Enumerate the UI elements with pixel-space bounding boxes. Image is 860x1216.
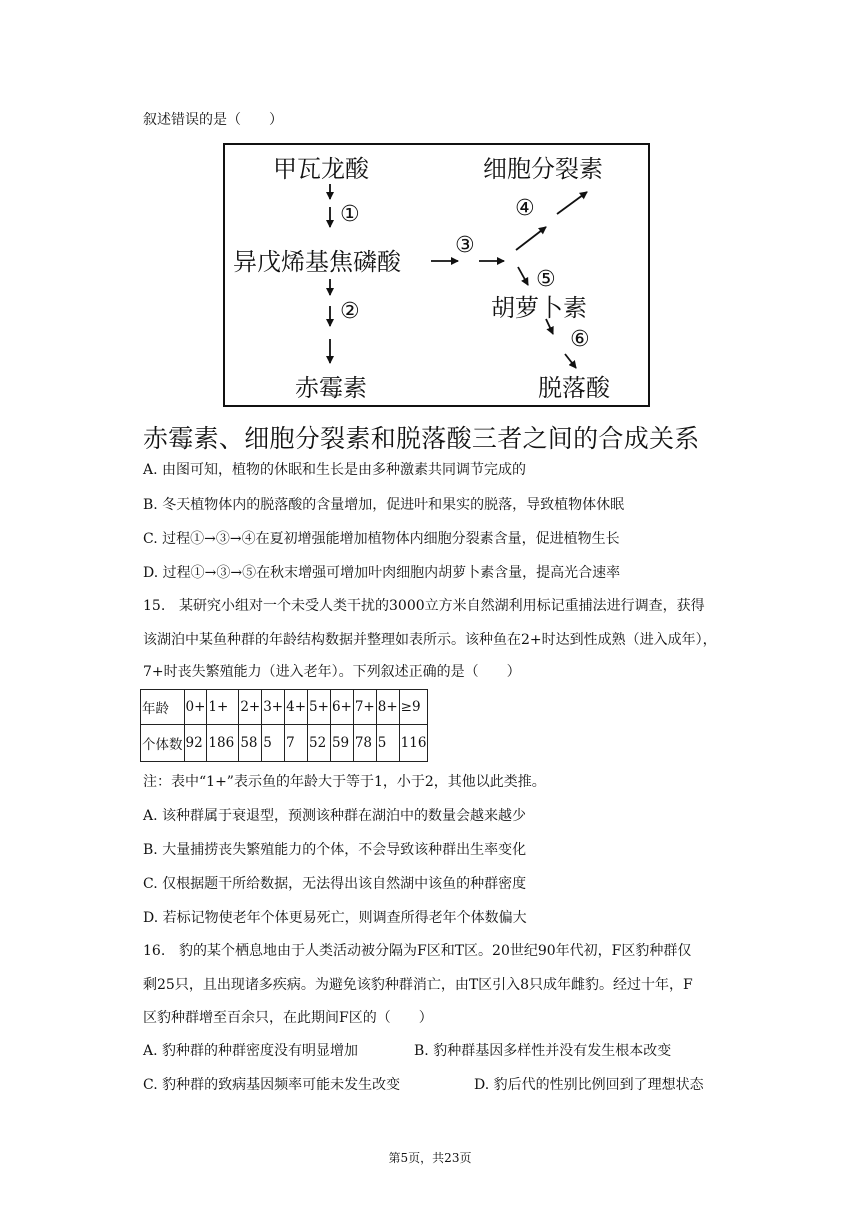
q16-option-d: D. 豹后代的性别比例回到了理想状态 <box>474 1077 704 1093</box>
table-cell: 52 <box>308 725 331 762</box>
table-cell: 6+ <box>330 690 353 725</box>
arrow-6b <box>565 354 576 368</box>
table-cell: 5 <box>262 725 285 762</box>
q15-option-a: A. 该种群属于衰退型，预测该种群在湖泊中的数量会越来越少 <box>143 808 527 824</box>
q15-option-c: C. 仅根据题干所给数据，无法得出该自然湖中该鱼的种群密度 <box>143 876 527 892</box>
q15-stem-line3: 7+时丧失繁殖能力（进入老年）。下列叙述正确的是（ ） <box>143 664 521 680</box>
page-footer: 第5页，共23页 <box>388 1151 472 1165</box>
q16-option-a: A. 豹种群的种群密度没有明显增加 <box>143 1043 359 1059</box>
node-ipp: 异戊烯基焦磷酸 <box>233 248 401 276</box>
q14-option-a: A. 由图可知，植物的休眠和生长是由多种激素共同调节完成的 <box>143 462 527 478</box>
synthesis-pathway-figure <box>223 143 650 407</box>
q15-stem-line2: 该湖泊中某鱼种群的年龄结构数据并整理如表所示。该种鱼在2+时达到性成熟（进入成年）， <box>143 632 717 648</box>
table-cell: 2+ <box>239 690 262 725</box>
q14-option-b: B. 冬天植物体内的脱落酸的含量增加，促进叶和果实的脱落，导致植物体休眠 <box>143 497 625 513</box>
arrow-4a <box>516 227 546 250</box>
arrow-4b <box>557 192 587 214</box>
question-stem-tail: 叙述错误的是（ ） <box>143 112 283 128</box>
table-cell: 5 <box>376 725 399 762</box>
table-cell: 92 <box>184 725 207 762</box>
node-carotene: 胡萝卜素 <box>491 294 587 322</box>
step-3: ③ <box>455 233 475 258</box>
table-cell: 1+ <box>207 690 239 725</box>
step-2: ② <box>340 299 360 324</box>
figure-caption: 赤霉素、细胞分裂素和脱落酸三者之间的合成关系 <box>143 424 700 453</box>
table-cell: 年龄 <box>141 690 185 725</box>
table-cell: 8+ <box>376 690 399 725</box>
q15-number: 15. <box>143 598 166 614</box>
q15-option-d: D. 若标记物使老年个体更易死亡，则调查所得老年个体数偏大 <box>143 910 527 926</box>
q16-stem-line3: 区豹种群增至百余只，在此期间F区的（ ） <box>143 1010 433 1026</box>
step-4: ④ <box>515 196 535 221</box>
table-cell: 个体数 <box>141 725 185 762</box>
q16-option-b: B. 豹种群基因多样性并没有发生根本改变 <box>414 1043 672 1059</box>
table-row-count <box>141 725 428 762</box>
node-cytokinin: 细胞分裂素 <box>483 155 603 183</box>
q16-number: 16. <box>143 943 166 959</box>
table-cell: 59 <box>330 725 353 762</box>
table-cell: ≥9 <box>399 690 428 725</box>
step-6: ⑥ <box>570 327 590 352</box>
table-cell: 3+ <box>262 690 285 725</box>
table-cell: 4+ <box>285 690 308 725</box>
q16-stem-line1 <box>143 941 691 961</box>
table-cell: 116 <box>399 725 428 762</box>
q16-option-c: C. 豹种群的致病基因频率可能未发生改变 <box>143 1077 401 1093</box>
age-structure-table <box>140 689 428 762</box>
q14-option-c: C. 过程①→③→④在夏初增强能增加植物体内细胞分裂素含量，促进植物生长 <box>143 531 620 547</box>
q16-stem-line2: 剩25只，且出现诸多疾病。为避免该豹种群消亡，由T区引入8只成年雌豹。经过十年，F <box>143 977 693 993</box>
table-cell: 58 <box>239 725 262 762</box>
step-1: ① <box>340 202 360 227</box>
q15-stem-text1: 某研究小组对一个未受人类干扰的3000立方米自然湖利用标记重捕法进行调查，获得 <box>179 598 705 614</box>
table-cell: 186 <box>207 725 239 762</box>
q15-option-b: B. 大量捕捞丧失繁殖能力的个体，不会导致该种群出生率变化 <box>143 842 527 858</box>
step-5: ⑤ <box>536 267 556 292</box>
table-cell: 78 <box>353 725 376 762</box>
arrow-5 <box>518 267 528 285</box>
node-gibberellin: 赤霉素 <box>295 374 367 402</box>
q14-option-d: D. 过程①→③→⑤在秋末增强可增加叶肉细胞内胡萝卜素含量，提高光合速率 <box>143 565 621 581</box>
node-mevalonic-acid: 甲瓦龙酸 <box>273 155 369 183</box>
table-cell: 5+ <box>308 690 331 725</box>
q15-stem-line1 <box>143 596 705 616</box>
q15-table-note: 注：表中“1+”表示鱼的年龄大于等于1，小于2，其他以此类推。 <box>143 774 546 790</box>
table-cell: 0+ <box>184 690 207 725</box>
q16-stem-text1: 豹的某个栖息地由于人类活动被分隔为F区和T区。20世纪90年代初，F区豹种群仅 <box>179 943 692 959</box>
table-cell: 7+ <box>353 690 376 725</box>
node-abscisic-acid: 脱落酸 <box>538 374 610 402</box>
table-row-age <box>141 690 428 725</box>
table-cell: 7 <box>285 725 308 762</box>
